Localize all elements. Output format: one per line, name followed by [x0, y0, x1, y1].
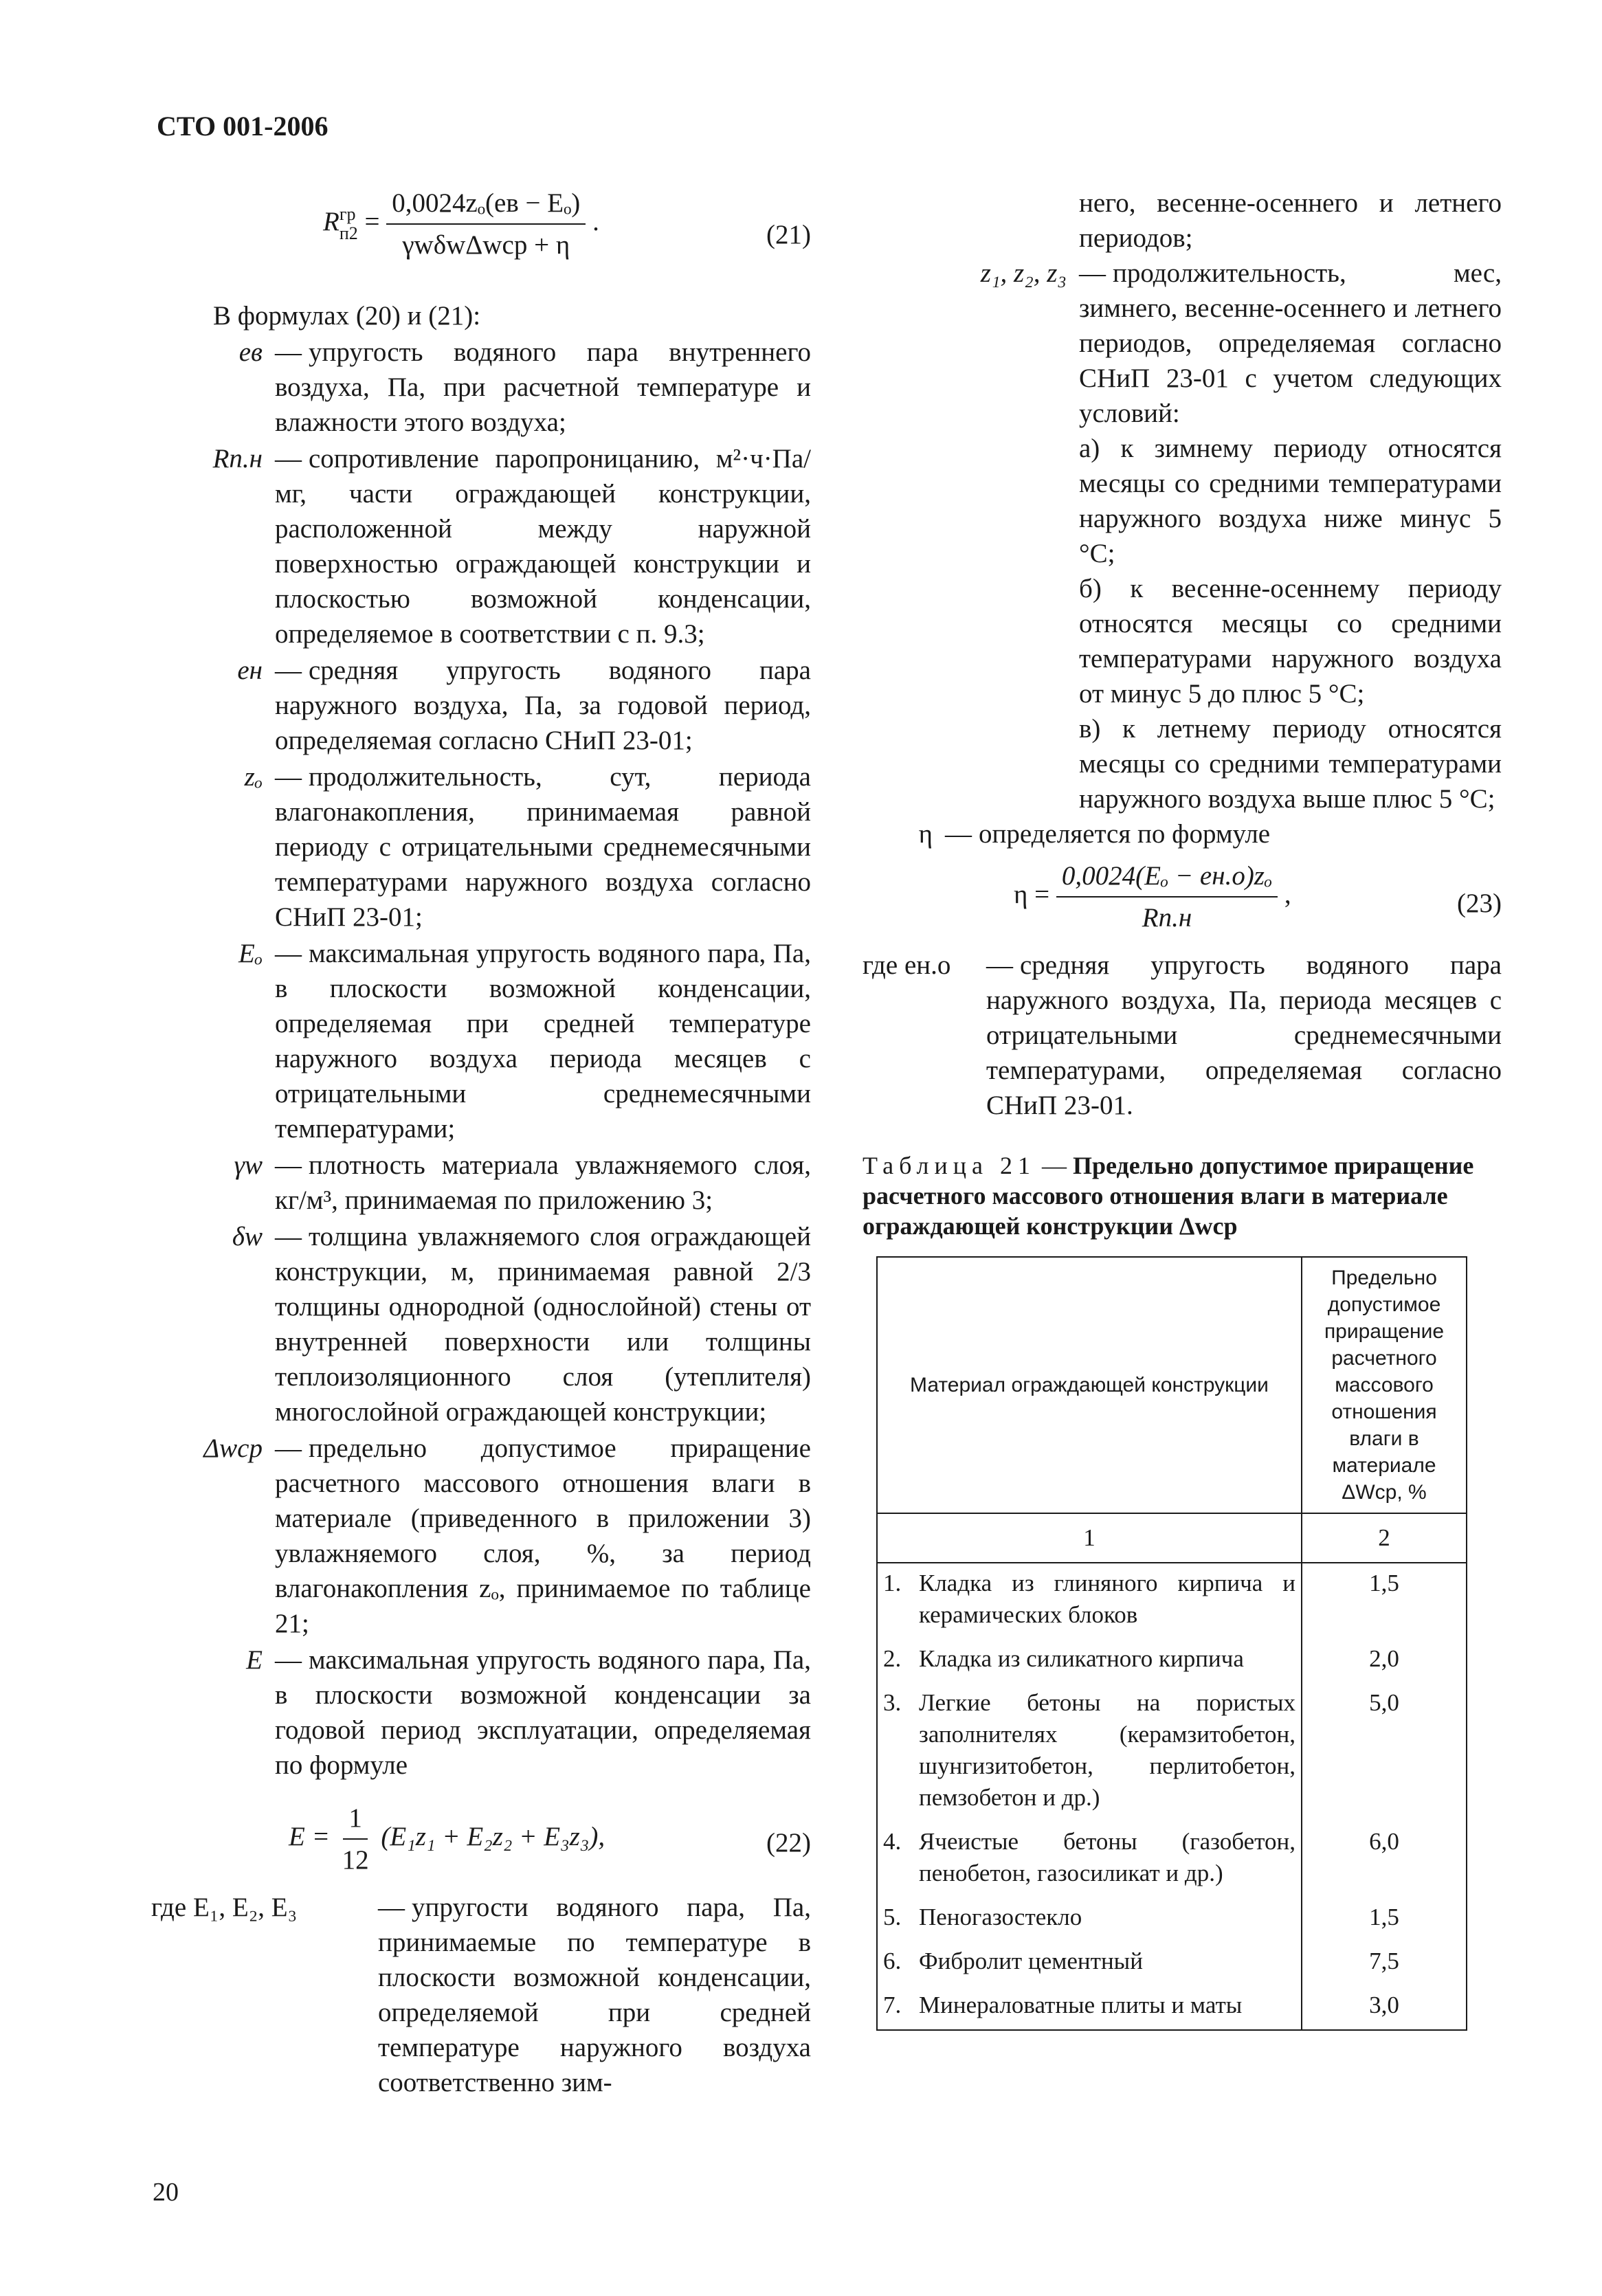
table-row-value: 2,0 [1302, 1639, 1467, 1683]
definition-item: eн — средняя упругость водяного пара наружного воздуха, Па, за годовой период, определяемая согласно СНиП 23-01; [151, 653, 811, 758]
definition-text: предельно допустимое приращение расчетного массового отношения влаги в материале (приведенного в приложении 3) увлажняемого слоя, %, за период влагонакопления zₒ, принимаемое по таблице 21; [275, 1434, 811, 1638]
condition-item: а) к зимнему периоду относятся месяцы со средними температурами наружного воздуха ниже минус 5 °С; [1079, 434, 1502, 568]
definition-text: определяется по формуле [979, 819, 1271, 849]
formula-23-numerator: 0,0024(Eₒ − eн.о)zₒ [1056, 858, 1278, 898]
formula-21-numerator: 0,0024zₒ(eв − Eₒ) [386, 186, 586, 225]
definition-item: δw — толщина увлажняемого слоя ограждающей конструкции, м, принимаемая равной 2/3 толщины однородной (однослойной) стены от внутренней поверхности или толщины теплоизоляционного слоя (утеплителя) многослойной ограждающей конструкции; [151, 1219, 811, 1429]
table-row [877, 1563, 1467, 1639]
definition-text: сопротивление паропроницанию, м²·ч·Па/мг, части ограждающей конструкции, расположенной между наружной поверхностью ограждающей конструкции и плоскостью возможной конденсации, определяемое в соответствии с п. 9.3; [275, 444, 811, 649]
definition-E123: где E₁, E₂, E₃ — упругости водяного пара, Па, принимаемые по температуре в плоскости возможной конденсации, определяемой при средней температуре наружного воздуха соответственно зим- [151, 1890, 811, 2100]
definition-symbol: где E₁, E₂, E₃ [151, 1893, 298, 1922]
definition-symbol: где eн.о [863, 950, 951, 980]
table-header-material: Материал ограждающей конструкции [877, 1257, 1302, 1513]
formula-22-rhs: (E₁z₁ + E₂z₂ + E₃z₃), [381, 1821, 605, 1851]
definition-text: средняя упругость водяного пара наружного воздуха, Па, периода месяцев с отрицательными среднемесячными температурами, определяемая согласно СНиП 23-01. [986, 950, 1502, 1120]
definition-symbol: Eₒ [238, 939, 263, 968]
formula-21-denominator: γwδwΔwср + η [402, 230, 570, 260]
definition-symbol: z₁, z₂, z₃ [980, 258, 1067, 288]
definition-symbol: E [246, 1645, 263, 1675]
formula-21-lhs: R гр п2 [323, 204, 358, 243]
table-row [877, 1639, 1467, 1683]
table-caption: Таблица 21 — Предельно допустимое приращение расчетного массового отношения влаги в материале ограждающей конструкции Δwср [863, 1152, 1474, 1240]
document-header: СТО 001-2006 [157, 111, 329, 142]
table-row-number: 4. [883, 1828, 902, 1855]
condition-item: б) к весенне-осеннему периоду относятся месяцы со средними температурами наружного воздуха от минус 5 до плюс 5 °С; [1079, 574, 1502, 709]
table-row-material: Кладка из силикатного кирпича [919, 1645, 1244, 1672]
definition-item: γw — плотность материала увлажняемого слоя, кг/м³, принимаемая по приложению 3; [151, 1148, 811, 1218]
formula-23-fraction [1056, 858, 1278, 935]
table-row-value: 1,5 [1302, 1897, 1467, 1941]
definition-eta: η — определяется по формуле [863, 816, 1502, 851]
table-row [877, 1683, 1467, 1822]
definition-text: максимальная упругость водяного пара, Па, в плоскости возможной конденсации за годовой период эксплуатации, определяемая по формуле [275, 1645, 811, 1780]
definition-item: Rп.н — сопротивление паропроницанию, м²·ч·Па/мг, части ограждающей конструкции, расположенной между наружной поверхностью ограждающей конструкции и плоскостью возможной конденсации, определяемое в соответствии с п. 9.3; [151, 441, 811, 651]
table-row [877, 1985, 1467, 2030]
definition-item: eв — упругость водяного пара внутреннего воздуха, Па, при расчетной температуре и влажности этого воздуха; [151, 335, 811, 440]
table-row-material: Пеногазостекло [919, 1904, 1082, 1930]
definition-symbol: Rп.н [212, 444, 263, 473]
table-row-material: Ячеистые бетоны (газобетон, пенобетон, газосиликат и др.) [919, 1828, 1295, 1886]
continuation-text: него, весенне-осеннего и летнего периодов; [1079, 188, 1502, 253]
definition-symbol: eв [238, 337, 263, 367]
table-caption-label: Таблица 21 [863, 1152, 1036, 1179]
table-row-number: 6. [883, 1948, 902, 1974]
definition-symbol: Δwср [203, 1434, 263, 1463]
formula-22-fraction [337, 1801, 375, 1877]
table-row [877, 1897, 1467, 1941]
definition-text: толщина увлажняемого слоя ограждающей конструкции, м, принимаемая равной 2/3 толщины однородной (однослойной) стены от внутренней поверхности или толщины теплоизоляционного слоя (утеплителя) многослойной ограждающей конструкции; [275, 1222, 811, 1427]
conditions-list [863, 431, 1502, 816]
table-row-number: 3. [883, 1689, 902, 1716]
definition-item: E — максимальная упругость водяного пара, Па, в плоскости возможной конденсации за годовой период эксплуатации, определяемая по формуле [151, 1642, 811, 1783]
formula-21-number: (21) [766, 220, 811, 249]
table-header-value: Предельно допустимое приращение расчетного массового отношения влаги в материале ΔWср, % [1302, 1257, 1467, 1513]
definition-eno: где eн.о — средняя упругость водяного пара наружного воздуха, Па, периода месяцев с отрицательными среднемесячными температурами, определяемая согласно СНиП 23-01. [863, 948, 1502, 1123]
definition-z123: z₁, z₂, z₃ — продолжительность, мес, зимнего, весенне-осеннего и летнего периодов, определяемая согласно СНиП 23-01 с учетом следующих условий: [863, 256, 1502, 431]
definition-item: Eₒ — максимальная упругость водяного пара, Па, в плоскости возможной конденсации, определяемая при средней температуре наружного воздуха периода месяцев с отрицательными среднемесячными температурами; [151, 936, 811, 1146]
formula-22-denominator: 12 [342, 1845, 369, 1875]
definition-text: максимальная упругость водяного пара, Па, в плоскости возможной конденсации, определяемая при средней температуре наружного воздуха периода месяцев с отрицательными среднемесячными температурами; [275, 939, 811, 1144]
formula-22-numerator: 1 [343, 1801, 368, 1840]
definition-item: zₒ — продолжительность, сут, периода влагонакопления, принимаемая равной периоду с отрицательными среднемесячными температурами наружного воздуха согласно СНиП 23-01; [151, 759, 811, 935]
table-row-value: 5,0 [1302, 1683, 1467, 1822]
table-row-value: 1,5 [1302, 1563, 1467, 1639]
table-row-material: Минераловатные плиты и маты [919, 1992, 1243, 2018]
formula-22-number: (22) [766, 1828, 811, 1858]
definitions-intro: В формулах (20) и (21): [213, 301, 481, 331]
formula-23-lhs: η = [1014, 879, 1050, 909]
definition-symbol: zₒ [244, 762, 263, 792]
table-header-row [877, 1257, 1467, 1513]
formula-21-fraction [386, 186, 586, 263]
table-column-number: 2 [1302, 1513, 1467, 1563]
definition-text: продолжительность, сут, периода влагонакопления, принимаемая равной периоду с отрицательными среднемесячными температурами наружного воздуха согласно СНиП 23-01; [275, 762, 811, 932]
condition-item: в) к летнему периоду относятся месяцы со средними температурами наружного воздуха выше плюс 5 °С; [1079, 714, 1502, 814]
right-column [863, 186, 1502, 2158]
page-number: 20 [153, 2178, 179, 2207]
table-row-value: 6,0 [1302, 1822, 1467, 1897]
formula-23: η = $\frac{\text{0,0024(Eₒ − eн.о)zₒ}}{Rп.н}$ , (23) [863, 858, 1502, 948]
definition-text: упругости водяного пара, Па, принимаемые по температуре в плоскости возможной конденсации, определяемой при средней температуре наружного воздуха соответственно зим- [378, 1893, 811, 2097]
definition-text: продолжительность, мес, зимнего, весенне-осеннего и летнего периодов, определяемая согласно СНиП 23-01 с учетом следующих условий: [1079, 258, 1502, 428]
table-row-number: 7. [883, 1992, 902, 2018]
materials-table [876, 1256, 1467, 2031]
table-row [877, 1822, 1467, 1897]
table-column-numbers [877, 1513, 1467, 1563]
definition-item: Δwср — предельно допустимое приращение расчетного массового отношения влаги в материале (приведенного в приложении 3) увлажняемого слоя, %, за период влагонакопления zₒ, принимаемое по таблице 21; [151, 1431, 811, 1641]
formula-22-lhs: E = [289, 1821, 330, 1851]
definition-symbol: γw [234, 1150, 263, 1180]
table-row-value: 3,0 [1302, 1985, 1467, 2030]
definitions-list [151, 335, 811, 1783]
table-column-number: 1 [877, 1513, 1302, 1563]
definition-symbol: δw [232, 1222, 263, 1251]
table-row-number: 1. [883, 1570, 902, 1596]
table-row-value: 7,5 [1302, 1941, 1467, 1985]
definition-text: средняя упругость водяного пара наружного воздуха, Па, за годовой период, определяемая согласно СНиП 23-01; [275, 656, 811, 755]
table-row-material: Фибролит цементный [919, 1948, 1143, 1974]
definition-text: плотность материала увлажняемого слоя, кг/м³, принимаемая по приложению 3; [275, 1150, 811, 1215]
table-row-number: 2. [883, 1645, 902, 1672]
formula-23-number: (23) [1457, 889, 1502, 918]
table-row-number: 5. [883, 1904, 902, 1930]
formula-21: R гр п2 = $\frac{\text{0,0024zₒ(eв − Eₒ)}}{\text{γwδwΔwср + η}}$ . (21) [151, 186, 811, 282]
definition-symbol: eн [237, 656, 263, 685]
definition-symbol: η [918, 819, 933, 849]
left-column [151, 186, 811, 2144]
table-caption-title: Предельно допустимое приращение расчетного массового отношения влаги в материале ограждающей конструкции Δwср [863, 1152, 1474, 1240]
formula-22 [151, 1801, 811, 1883]
formula-23-denominator: Rп.н [1142, 903, 1192, 933]
table-row-material: Кладка из глиняного кирпича и керамических блоков [919, 1570, 1295, 1628]
table-row-material: Легкие бетоны на пористых заполнителях (керамзитобетон, шунгизитобетон, перлитобетон, пемзобетон и др.) [919, 1689, 1295, 1811]
table-row [877, 1941, 1467, 1985]
definition-text: упругость водяного пара внутреннего воздуха, Па, при расчетной температуре и влажности этого воздуха; [275, 337, 811, 437]
